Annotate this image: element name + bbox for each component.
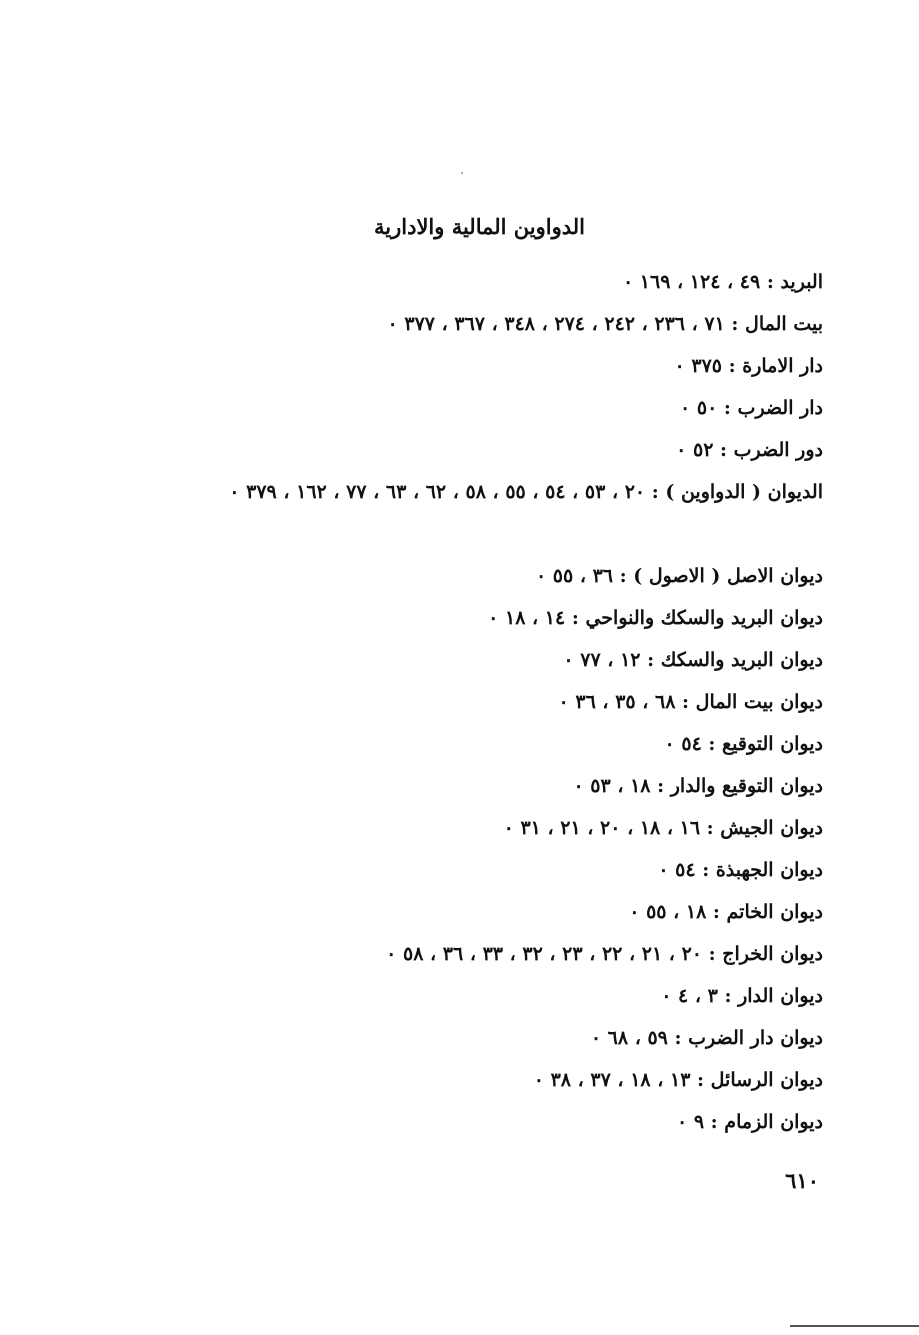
index-entry: ديوان دار الضرب : ٥٩ ، ٦٨ ٠ bbox=[590, 1027, 823, 1049]
index-entry: ديوان التوقيع : ٥٤ ٠ bbox=[664, 733, 823, 755]
index-entry: ديوان الزمام : ٩ ٠ bbox=[677, 1111, 823, 1133]
page-number: ٦١٠ bbox=[785, 1168, 819, 1193]
scan-edge-line bbox=[790, 1325, 919, 1327]
index-entry: دور الضرب : ٥٢ ٠ bbox=[676, 439, 823, 461]
index-entry: دار الامارة : ٣٧٥ ٠ bbox=[674, 355, 823, 377]
index-entry-list bbox=[123, 264, 823, 1146]
index-entry: ديوان البريد والسكك : ١٢ ، ٧٧ ٠ bbox=[563, 649, 823, 671]
index-entry: ديوان التوقيع والدار : ١٨ ، ٥٣ ٠ bbox=[573, 775, 823, 797]
index-entry: ديوان بيت المال : ٦٨ ، ٣٥ ، ٣٦ ٠ bbox=[558, 691, 823, 713]
section-heading: الدواوين المالية والادارية bbox=[374, 214, 585, 239]
index-entry: دار الضرب : ٥٠ ٠ bbox=[680, 397, 823, 419]
index-entry: ديوان الجيش : ١٦ ، ١٨ ، ٢٠ ، ٢١ ، ٣١ ٠ bbox=[503, 817, 823, 839]
index-entry: بيت المال : ٧١ ، ٢٣٦ ، ٢٤٢ ، ٢٧٤ ، ٣٤٨ ، ٣٦٧ ، ٣٧٧ ٠ bbox=[387, 313, 823, 335]
index-entry: ديوان الخاتم : ١٨ ، ٥٥ ٠ bbox=[629, 901, 823, 923]
index-entry: ديوان البريد والسكك والنواحي : ١٤ ، ١٨ ٠ bbox=[488, 607, 823, 629]
index-entry: ديوان الرسائل : ١٣ ، ١٨ ، ٣٧ ، ٣٨ ٠ bbox=[533, 1069, 823, 1091]
index-entry: ديوان الدار : ٣ ، ٤ ٠ bbox=[661, 985, 823, 1007]
index-entry: ديوان الاصل ( الاصول ) : ٣٦ ، ٥٥ ٠ bbox=[535, 565, 823, 587]
index-entry: البريد : ٤٩ ، ١٢٤ ، ١٦٩ ٠ bbox=[622, 271, 823, 293]
scan-speck bbox=[461, 172, 463, 174]
index-entry: الديوان ( الدواوين ) : ٢٠ ، ٥٣ ، ٥٤ ، ٥٥ ، ٥٨ ، ٦٢ ، ٦٣ ، ٧٧ ، ١٦٢ ، ٣٧٩ ٠ bbox=[229, 481, 823, 503]
index-entry: ديوان الجهبذة : ٥٤ ٠ bbox=[658, 859, 823, 881]
index-entry: ديوان الخراج : ٢٠ ، ٢١ ، ٢٢ ، ٢٣ ، ٣٢ ، ٣٣ ، ٣٦ ، ٥٨ ٠ bbox=[386, 943, 823, 965]
